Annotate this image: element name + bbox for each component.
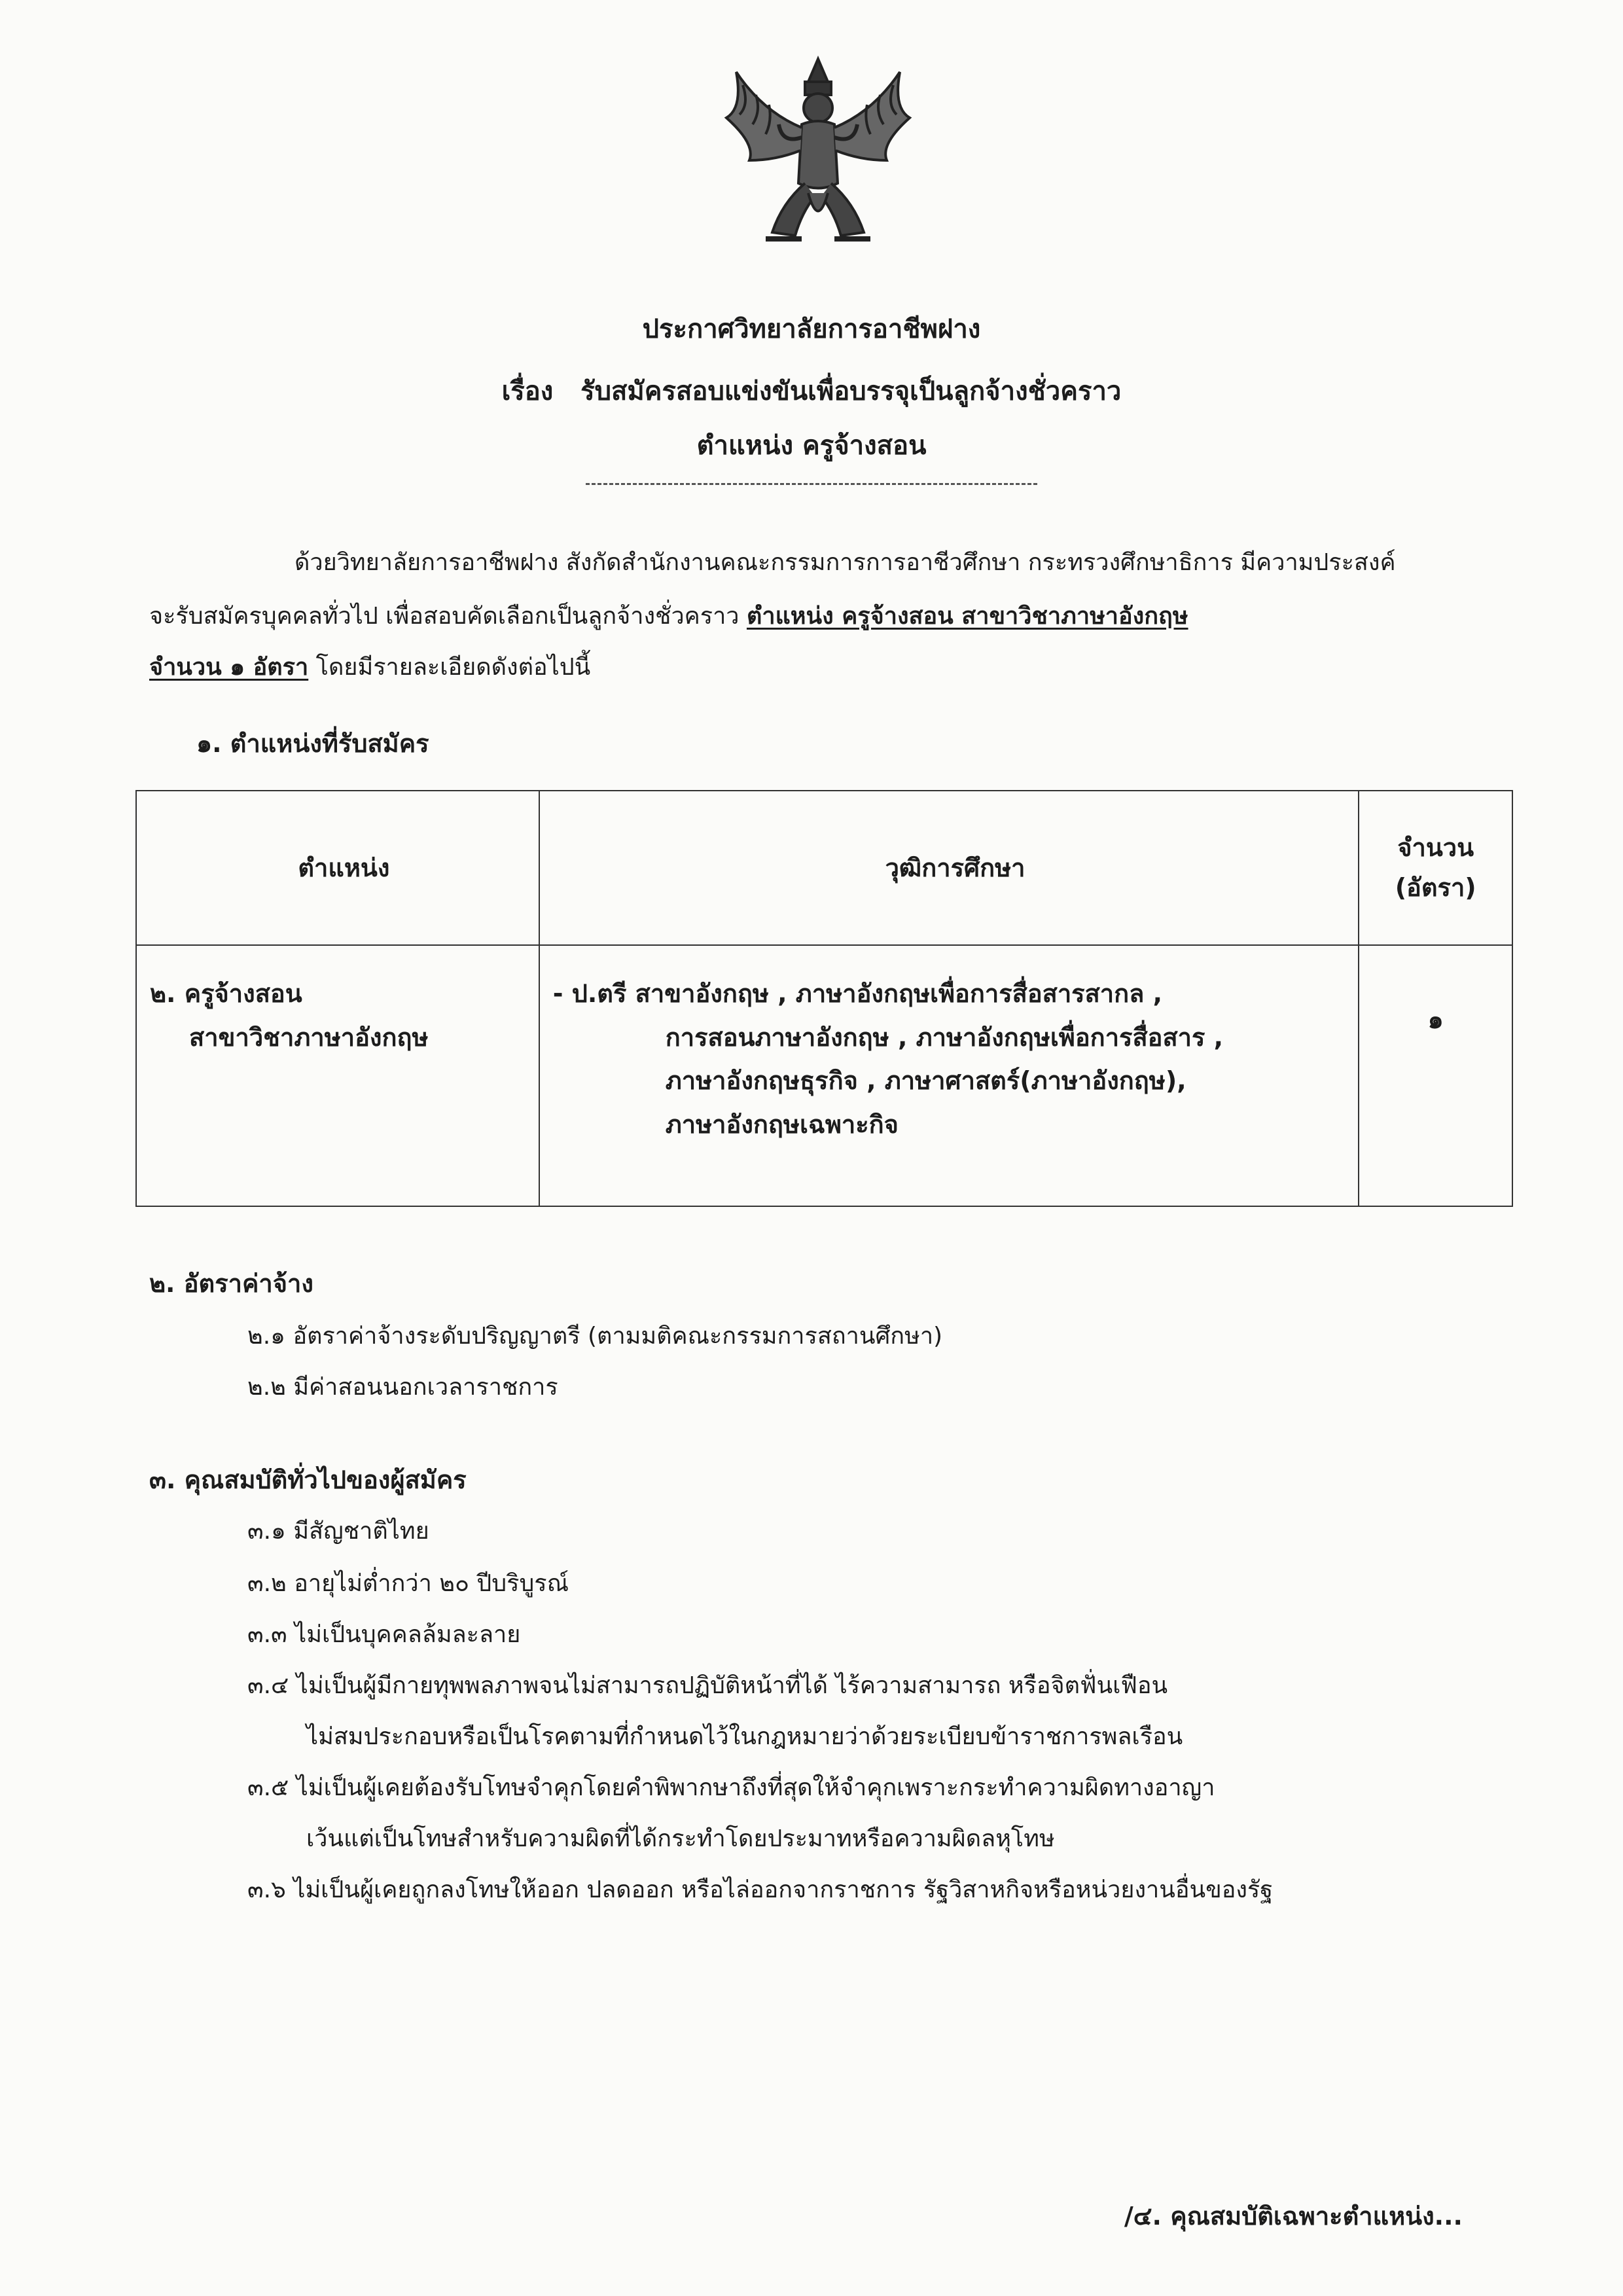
- position-line-1: ๒. ครูจ้างสอน: [150, 979, 302, 1008]
- section-3-item-5: ๓.๕ ไม่เป็นผู้เคยต้องรับโทษจำคุกโดยคำพิพากษาถึงที่สุดให้จำคุกเพราะกระทำความผิดทางอาญา: [247, 1774, 1215, 1801]
- cell-count: [1359, 945, 1512, 1206]
- position-line-2: สาขาวิชาภาษาอังกฤษ: [189, 1022, 429, 1052]
- col-header-qualification: วุฒิการศึกษา: [539, 791, 1359, 945]
- count-value: ๑: [1427, 1005, 1444, 1034]
- section-3-heading: ๓. คุณสมบัติทั่วไปของผู้สมัคร: [149, 1465, 467, 1494]
- section-2-item-1: ๒.๑ อัตราค่าจ้างระดับปริญญาตรี (ตามมติคณะกรรมการสถานศึกษา): [247, 1323, 943, 1350]
- announcement-subject: [0, 370, 1623, 412]
- qual-line-4: ภาษาอังกฤษเฉพาะกิจ: [665, 1109, 899, 1139]
- qual-line-2: การสอนภาษาอังกฤษ , ภาษาอังกฤษเพื่อการสื่อสาร ,: [665, 1022, 1224, 1052]
- section-1-heading: ๑. ตำแหน่งที่รับสมัคร: [196, 729, 429, 758]
- garuda-emblem-icon: [710, 46, 926, 262]
- section-3-item-3: ๓.๓ ไม่เป็นบุคคลล้มละลาย: [247, 1621, 521, 1648]
- col-header-count: [1359, 791, 1512, 945]
- section-3-item-5-cont: เว้นแต่เป็นโทษสำหรับความผิดที่ได้กระทำโดยประมาทหรือความผิดลหุโทษ: [306, 1825, 1055, 1852]
- section-2-heading: ๒. อัตราค่าจ้าง: [149, 1269, 313, 1298]
- col-header-count-line2: (อัตรา): [1395, 873, 1476, 902]
- intro-line-1: ด้วยวิทยาลัยการอาชีพฝาง สังกัดสำนักงานคณะกรรมการการอาชีวศึกษา กระทรวงศึกษาธิการ มีความประสงค์: [294, 549, 1396, 576]
- section-3-item-4-cont: ไม่สมประกอบหรือเป็นโรคตามที่กำหนดไว้ในกฎหมายว่าด้วยระเบียบข้าราชการพลเรือน: [306, 1723, 1183, 1750]
- subject-text: รับสมัครสอบแข่งขันเพื่อบรรจุเป็นลูกจ้างชั่วคราว: [580, 376, 1122, 406]
- intro-line-2: [149, 597, 1188, 634]
- section-3-item-4: ๓.๔ ไม่เป็นผู้มีกายทุพพลภาพจนไม่สามารถปฏิบัติหน้าที่ได้ ไร้ความสามารถ หรือจิตฟั่นเฟือน: [247, 1672, 1168, 1699]
- intro-line-3-bold: จำนวน ๑ อัตรา: [149, 654, 309, 681]
- intro-line-3-plain: โดยมีรายละเอียดดังต่อไปนี้: [315, 654, 591, 681]
- intro-line-3: [149, 648, 590, 685]
- col-header-position: ตำแหน่ง: [136, 791, 539, 945]
- section-2-item-2: ๒.๒ มีค่าสอนนอกเวลาราชการ: [247, 1374, 558, 1401]
- cell-qualification: [539, 945, 1359, 1206]
- col-header-count-line1: จำนวน: [1397, 833, 1474, 863]
- qual-line-1: - ป.ตรี สาขาอังกฤษ , ภาษาอังกฤษเพื่อการสื่อสารสากล ,: [552, 979, 1163, 1008]
- section-3-item-6: ๓.๖ ไม่เป็นผู้เคยถูกลงโทษให้ออก ปลดออก หรือไล่ออกจากราชการ รัฐวิสาหกิจหรือหน่วยงานอื่นของรัฐ: [247, 1876, 1274, 1903]
- announcement-title: ประกาศวิทยาลัยการอาชีพฝาง: [642, 314, 981, 344]
- section-3-item-2: ๓.๒ อายุไม่ต่ำกว่า ๒๐ ปีบริบูรณ์: [247, 1570, 569, 1597]
- cell-position: [136, 945, 539, 1206]
- table-row: [136, 945, 1512, 1206]
- intro-line-2-bold: ตำแหน่ง ครูจ้างสอน สาขาวิชาภาษาอังกฤษ: [746, 603, 1188, 630]
- continued-reference: /๔. คุณสมบัติเฉพาะตำแหน่ง...: [1124, 2202, 1463, 2231]
- intro-line-2-plain: จะรับสมัครบุคคลทั่วไป เพื่อสอบคัดเลือกเป็นลูกจ้างชั่วคราว: [149, 603, 740, 630]
- subject-prefix: เรื่อง: [501, 376, 554, 406]
- position-table: [135, 790, 1513, 1207]
- header-separator: [586, 483, 1037, 485]
- section-3-item-1: ๓.๑ มีสัญชาติไทย: [247, 1518, 429, 1545]
- table-header-row: [136, 791, 1512, 945]
- qual-line-3: ภาษาอังกฤษธุรกิจ , ภาษาศาสตร์(ภาษาอังกฤษ),: [665, 1066, 1186, 1095]
- announcement-position: ตำแหน่ง ครูจ้างสอน: [696, 431, 927, 461]
